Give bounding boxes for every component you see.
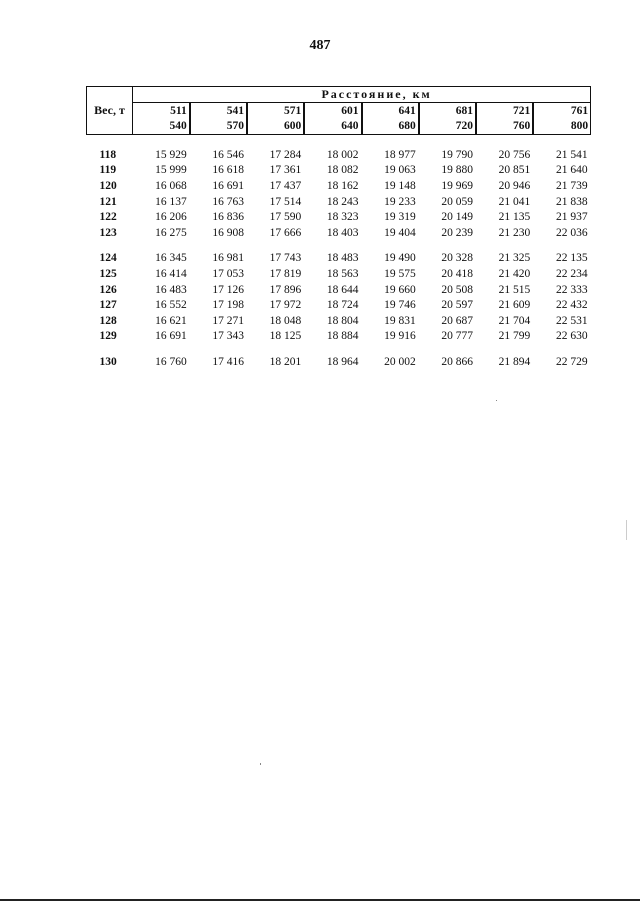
tariff-cell: 18 243 <box>326 195 359 208</box>
weight-cell: 118 <box>99 148 117 161</box>
tariff-cell: 16 275 <box>155 226 187 239</box>
table-row <box>87 266 591 282</box>
tariff-cell: 20 508 <box>441 283 473 296</box>
tariff-cell: 17 743 <box>269 252 302 265</box>
tariff-cell: 17 198 <box>212 299 244 312</box>
tariff-cell: 19 660 <box>384 283 416 296</box>
tariff-cell: 21 041 <box>498 195 531 208</box>
tariff-cell: 19 490 <box>384 252 416 265</box>
table-row <box>87 225 591 241</box>
tariff-cell: 21 420 <box>498 267 531 280</box>
range-from: 571 <box>284 104 302 117</box>
tariff-cell: 22 333 <box>555 283 588 296</box>
tariff-cell: 18 977 <box>384 148 416 161</box>
weight-cell: 130 <box>99 355 117 368</box>
tariff-cell: 20 002 <box>384 355 416 368</box>
weight-cell: 122 <box>99 211 117 224</box>
tariff-cell: 19 319 <box>384 211 416 224</box>
range-to: 760 <box>513 119 531 132</box>
spacer-cell <box>87 241 591 251</box>
range-from: 681 <box>455 104 473 117</box>
tariff-cell: 16 691 <box>212 179 244 192</box>
tariff-cell: 15 929 <box>155 148 187 161</box>
tariff-cell: 18 483 <box>326 252 359 265</box>
tariff-cell: 21 515 <box>498 283 531 296</box>
tariff-cell: 16 981 <box>212 252 244 265</box>
weight-cell: 129 <box>99 330 117 343</box>
tariff-cell: 18 048 <box>269 314 302 327</box>
range-to: 600 <box>284 119 302 132</box>
tariff-cell: 16 345 <box>155 252 187 265</box>
tariff-cell: 20 059 <box>441 195 473 208</box>
tariff-cell: 20 756 <box>498 148 531 161</box>
scan-edge-mark <box>626 520 627 540</box>
tariff-cell: 21 135 <box>498 211 531 224</box>
tariff-cell: 22 432 <box>555 299 588 312</box>
scan-bottom-edge <box>0 899 640 901</box>
weight-cell: 128 <box>99 314 117 327</box>
table-row <box>87 282 591 298</box>
tariff-cell: 16 414 <box>155 267 187 280</box>
scan-speck <box>496 400 497 401</box>
tariff-cell: 18 323 <box>326 211 359 224</box>
tariff-cell: 17 361 <box>269 164 302 177</box>
tariff-cell: 21 799 <box>498 330 531 343</box>
tariff-cell: 18 563 <box>326 267 359 280</box>
tariff-cell: 22 135 <box>555 252 588 265</box>
distance-range <box>190 103 247 135</box>
table-row <box>87 297 591 313</box>
table-row <box>87 209 591 225</box>
tariff-cell: 17 343 <box>212 330 244 343</box>
tariff-cell: 19 880 <box>441 164 473 177</box>
tariff-cell: 17 284 <box>269 148 302 161</box>
tariff-cell: 22 234 <box>555 267 588 280</box>
distance-range <box>533 103 590 135</box>
tariff-cell: 18 884 <box>326 330 359 343</box>
tariff-cell: 21 838 <box>555 195 588 208</box>
tariff-table <box>86 86 591 370</box>
table-row <box>87 163 591 179</box>
tariff-cell: 21 640 <box>555 164 588 177</box>
tariff-cell: 19 404 <box>384 226 416 239</box>
tariff-cell: 18 724 <box>326 299 359 312</box>
range-from: 721 <box>513 104 531 117</box>
tariff-cell: 16 836 <box>212 211 244 224</box>
row-spacer <box>87 344 591 354</box>
tariff-cell: 16 552 <box>155 299 187 312</box>
row-spacer <box>87 241 591 251</box>
tariff-cell: 22 729 <box>555 355 588 368</box>
row-spacer <box>87 135 591 148</box>
range-to: 680 <box>398 119 416 132</box>
weight-cell: 121 <box>99 195 117 208</box>
tariff-cell: 18 804 <box>326 314 359 327</box>
tariff-cell: 18 082 <box>326 164 359 177</box>
tariff-cell: 21 230 <box>498 226 531 239</box>
tariff-cell: 20 239 <box>441 226 473 239</box>
tariff-cell: 21 937 <box>555 211 588 224</box>
tariff-cell: 20 149 <box>441 211 473 224</box>
tariff-cell: 20 687 <box>441 314 473 327</box>
tariff-cell: 16 206 <box>155 211 187 224</box>
tariff-cell: 18 644 <box>326 283 359 296</box>
weight-column-header: Вес, т <box>87 87 133 135</box>
tariff-cell: 17 666 <box>269 226 302 239</box>
tariff-cell: 16 621 <box>155 314 187 327</box>
tariff-cell: 15 999 <box>155 164 187 177</box>
weight-cell: 119 <box>99 164 117 177</box>
weight-cell: 126 <box>99 283 117 296</box>
tariff-cell: 20 946 <box>498 179 531 192</box>
tariff-cell: 19 916 <box>384 330 416 343</box>
tariff-cell: 19 831 <box>384 314 416 327</box>
tariff-cell: 22 036 <box>555 226 588 239</box>
table-row <box>87 147 591 163</box>
tariff-cell: 18 162 <box>326 179 359 192</box>
tariff-cell: 19 575 <box>384 267 416 280</box>
range-to: 720 <box>455 119 473 132</box>
tariff-cell: 16 763 <box>212 195 244 208</box>
tariff-cell: 20 328 <box>441 252 473 265</box>
tariff-cell: 19 063 <box>384 164 416 177</box>
range-from: 761 <box>570 104 589 117</box>
tariff-cell: 19 746 <box>384 299 416 312</box>
tariff-cell: 16 546 <box>212 148 244 161</box>
table-row <box>87 313 591 329</box>
tariff-cell: 21 704 <box>498 314 531 327</box>
tariff-cell: 17 437 <box>269 179 302 192</box>
tariff-cell: 21 609 <box>498 299 531 312</box>
tariff-cell: 22 630 <box>555 330 588 343</box>
tariff-cell: 19 969 <box>441 179 473 192</box>
tariff-cell: 19 790 <box>441 148 473 161</box>
distance-range <box>419 103 476 135</box>
table-row <box>87 251 591 267</box>
tariff-cell: 20 597 <box>441 299 473 312</box>
tariff-cell: 18 201 <box>269 355 302 368</box>
tariff-cell: 17 271 <box>212 314 244 327</box>
tariff-cell: 17 972 <box>269 299 302 312</box>
tariff-cell: 21 894 <box>498 355 531 368</box>
tariff-cell: 18 403 <box>326 226 359 239</box>
scan-speck <box>260 763 261 765</box>
tariff-cell: 21 739 <box>555 179 588 192</box>
spacer-cell <box>87 135 591 148</box>
tariff-cell: 20 851 <box>498 164 531 177</box>
tariff-cell: 21 325 <box>498 252 531 265</box>
tariff-cell: 16 483 <box>155 283 187 296</box>
tariff-cell: 22 531 <box>555 314 588 327</box>
distance-column-header: Расстояние, км <box>133 87 591 103</box>
tariff-cell: 16 760 <box>155 355 187 368</box>
tariff-cell: 17 819 <box>269 267 302 280</box>
range-from: 511 <box>170 104 187 117</box>
tariff-cell: 16 691 <box>155 330 187 343</box>
tariff-cell: 16 618 <box>212 164 244 177</box>
tariff-cell: 16 068 <box>155 179 187 192</box>
tariff-cell: 19 148 <box>384 179 416 192</box>
tariff-cell: 16 908 <box>212 226 244 239</box>
distance-range <box>247 103 304 135</box>
tariff-cell: 19 233 <box>384 195 416 208</box>
weight-cell: 127 <box>99 299 117 312</box>
range-to: 800 <box>570 119 589 132</box>
range-from: 541 <box>226 104 244 117</box>
tariff-cell: 18 125 <box>269 330 302 343</box>
weight-cell: 120 <box>99 179 117 192</box>
range-from: 601 <box>341 104 359 117</box>
weight-cell: 123 <box>99 226 117 239</box>
tariff-cell: 20 777 <box>441 330 473 343</box>
tariff-cell: 18 002 <box>326 148 359 161</box>
range-to: 570 <box>226 119 244 132</box>
table-row <box>87 329 591 345</box>
tariff-cell: 17 896 <box>269 283 302 296</box>
tariff-cell: 17 514 <box>269 195 302 208</box>
distance-range <box>362 103 419 135</box>
tariff-cell: 18 964 <box>326 355 359 368</box>
tariff-cell: 16 137 <box>155 195 187 208</box>
distance-range <box>304 103 361 135</box>
tariff-cell: 20 866 <box>441 355 473 368</box>
range-to: 640 <box>341 119 359 132</box>
weight-cell: 124 <box>99 252 117 265</box>
distance-range <box>476 103 533 135</box>
tariff-cell: 17 126 <box>212 283 244 296</box>
page-number: 487 <box>309 38 331 53</box>
tariff-cell: 17 590 <box>269 211 302 224</box>
table-row <box>87 194 591 210</box>
table-row <box>87 178 591 194</box>
weight-cell: 125 <box>99 267 117 280</box>
tariff-cell: 17 416 <box>212 355 244 368</box>
spacer-cell <box>87 344 591 354</box>
range-to: 540 <box>169 119 187 132</box>
tariff-cell: 17 053 <box>212 267 244 280</box>
tariff-cell: 21 541 <box>555 148 588 161</box>
tariff-cell: 20 418 <box>441 267 473 280</box>
distance-range <box>133 103 190 135</box>
range-from: 641 <box>398 104 416 117</box>
table-row <box>87 354 591 370</box>
